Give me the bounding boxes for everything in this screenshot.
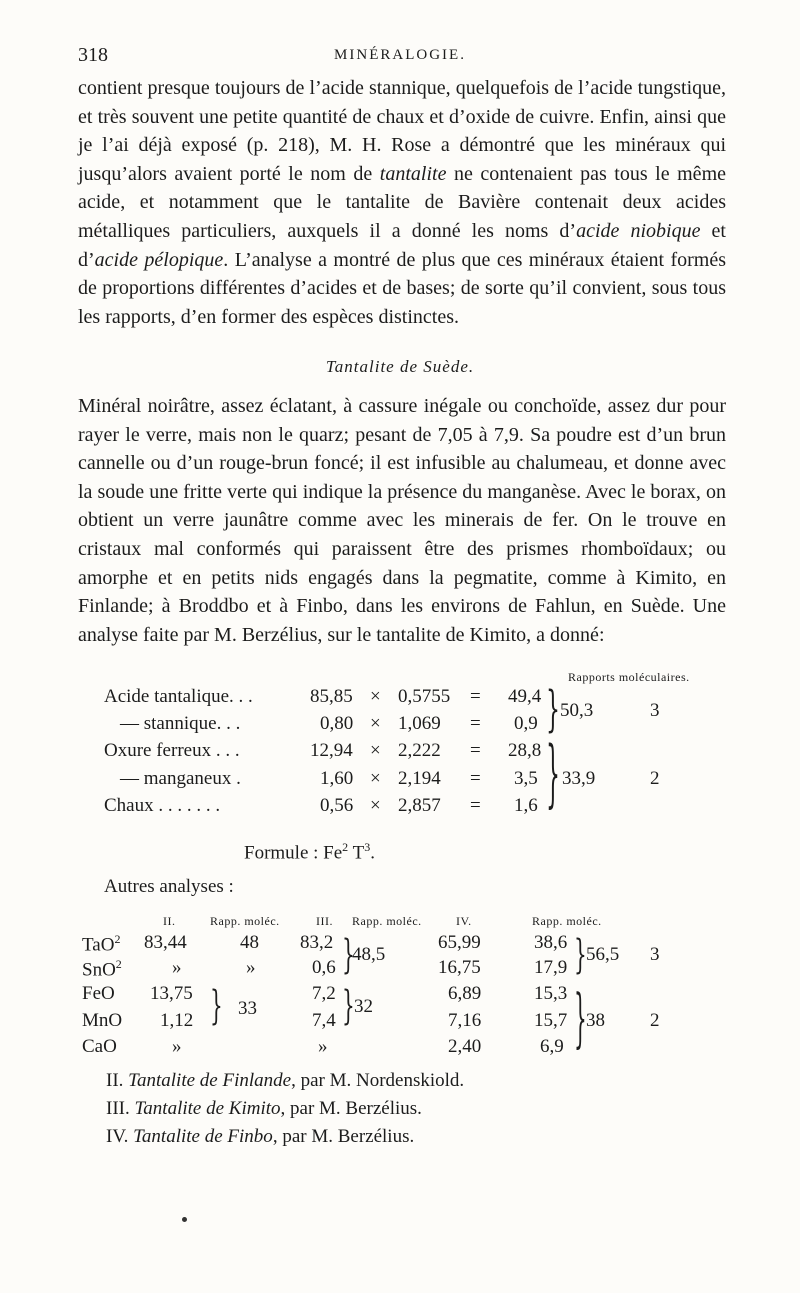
t2-row3-rapp-iv: 15,3 [534, 983, 568, 1004]
t2-row2-rapp-iv: 17,9 [534, 957, 568, 978]
t2-row5-sym: CaO [82, 1036, 117, 1057]
formula-label: Formule : [244, 842, 319, 864]
formula-base-exp: 2 [342, 840, 349, 854]
intro-term-tantalite: tantalite [379, 162, 447, 185]
t2-row5-rapp-iv: 6,9 [540, 1036, 564, 1057]
t2-iv-acid-sum: 56,5 [586, 944, 620, 965]
legend-iv [106, 1126, 414, 1148]
legend-iv-name: Tantalite de Finbo [133, 1126, 273, 1147]
t1-row1-times: × [370, 686, 381, 707]
t2-iv-base-sum: 38 [586, 1010, 605, 1031]
t2-row5-iii: » [318, 1036, 328, 1057]
section-title: Tantalite de Suède. [325, 357, 475, 376]
t2-header-ii: II. [163, 914, 176, 928]
intro-paragraph [78, 74, 726, 331]
legend-iv-num: IV. [106, 1126, 129, 1147]
formula-base: Fe [323, 842, 343, 864]
t1-base-sum: 33,9 [562, 768, 596, 789]
legend-iii-author: , par M. Berzélius. [280, 1098, 422, 1119]
t2-row1-exp: 2 [114, 932, 121, 946]
intro-term-niobique: acide niobique [576, 219, 701, 242]
t1-row4-eq: = [470, 768, 481, 789]
t2-row3-iv: 6,89 [448, 983, 482, 1004]
legend-ii [106, 1070, 464, 1092]
t2-ii-base-sum: 33 [238, 998, 257, 1019]
t1-row3-name: Oxure ferreux . . . [104, 740, 240, 761]
t1-row5-times: × [370, 795, 381, 816]
running-title: MINÉRALOGIE. [334, 47, 466, 63]
description-paragraph: Minéral noirâtre, assez éclatant, à cassure inégale ou conchoïde, assez dur pour rayer le verre, mais non le quarz; pesant de 7,05 à 7,9. Sa poudre est d’un brun cannelle ou d’un rouge-brun foncé; il est infusible au chalumeau, et donne avec la soude une fritte verte qui indique la présence du manganèse. Avec le borax, on obtient un verre jaunâtre comme avec les minerais de fer. On le trouve en cristaux mal conformés qui paraissent être des prismes rhomboïdaux; ou amorphe et en petits nids engagés dans la pegmatite, comme à Kimito, en Finlande; à Broddbo et à Finbo, dans les environs de Fahlun, en Suède. Une analyse faite par M. Berzélius, sur le tantalite de Kimito, a donné: [78, 395, 726, 646]
t2-row2-iv: 16,75 [438, 957, 481, 978]
t1-row3-times: × [370, 740, 381, 761]
t2-row4-iv: 7,16 [448, 1010, 482, 1031]
t1-acid-brace: } [546, 683, 560, 739]
t2-row4-rapp-iv: 15,7 [534, 1010, 568, 1031]
t2-row4-ii: 1,12 [160, 1010, 194, 1031]
t1-row2-times: × [370, 713, 381, 734]
intro-term-pelopique: acide pélopique [94, 248, 224, 271]
legend-iii [106, 1098, 422, 1120]
t2-row4-iii: 7,4 [312, 1010, 336, 1031]
intro-text-2: ne contenaient pas tous le même acide, et notamment que le tantalite de Bavière contenait deux acides métalliques particuliers, auxquels il a donné les noms d’ [78, 162, 726, 242]
t2-row2-sym [82, 957, 122, 981]
t1-row1-value: 85,85 [310, 686, 353, 707]
t1-row3-eq: = [470, 740, 481, 761]
t2-row1-iii: 83,2 [300, 932, 334, 953]
formula: Formule : Fe$^2$ $T^3$. [244, 840, 375, 864]
t1-row3-value: 12,94 [310, 740, 353, 761]
t2-row2-sym-text: SnO [82, 959, 116, 981]
t2-iii-acid-sum: 48,5 [352, 944, 386, 965]
t1-row5-result: 1,6 [514, 795, 538, 816]
t1-row2-name: — stannique. . . [120, 713, 241, 734]
t1-row5-name: Chaux . . . . . . . [104, 795, 221, 816]
formula-acid-exp: 3 [364, 840, 371, 854]
t1-acid-sum: 50,3 [560, 700, 594, 721]
t2-row2-rapp-ii: » [246, 957, 256, 978]
t2-row1-sym-text: TaO [82, 934, 115, 956]
t2-row1-iv: 65,99 [438, 932, 481, 953]
t1-row1-factor: 0,5755 [398, 686, 451, 707]
t1-row1-result: 49,4 [508, 686, 542, 707]
t2-row1-sym [82, 932, 120, 956]
t1-row4-times: × [370, 768, 381, 789]
t2-row3-ii: 13,75 [150, 983, 193, 1004]
t1-row3-factor: 2,222 [398, 740, 441, 761]
t2-ii-base-brace: } [210, 981, 223, 1029]
legend-ii-author: , par M. Nordenskiold. [291, 1070, 465, 1091]
t1-base-brace: } [546, 735, 560, 818]
t1-row1-name: Acide tantalique. . . [104, 686, 253, 707]
t2-row5-ii: » [172, 1036, 182, 1057]
t2-iii-base-brace: } [342, 981, 355, 1029]
t2-iv-base-brace: } [574, 978, 587, 1056]
t2-header-iii: III. [316, 914, 333, 928]
t2-iv-acid-brace: } [574, 930, 587, 978]
t1-row4-factor: 2,194 [398, 768, 441, 789]
t2-row3-iii: 7,2 [312, 983, 336, 1004]
t1-row2-factor: 1,069 [398, 713, 441, 734]
page-number: 318 [78, 44, 108, 66]
t2-row2-iii: 0,6 [312, 957, 336, 978]
t2-row1-ii: 83,44 [144, 932, 187, 953]
t1-row1-eq: = [470, 686, 481, 707]
t2-header-rapp-iii: Rapp. moléc. [352, 914, 422, 928]
intro-text-3: et d’ [78, 219, 726, 271]
t2-iii-base-sum: 32 [354, 996, 373, 1017]
t1-row2-value: 0,80 [320, 713, 354, 734]
t2-row1-rapp-ii: 48 [240, 932, 259, 953]
t2-iii-acid-brace: } [342, 930, 355, 978]
legend-iii-name: Tantalite de Kimito [134, 1098, 281, 1119]
t1-row5-eq: = [470, 795, 481, 816]
t1-row4-name: — manganeux . [120, 768, 241, 789]
t1-row3-result: 28,8 [508, 740, 542, 761]
intro-text-4: . L’analyse a montré de plus que ces minéraux étaient formés de proportions différentes d’acides et de bases; de sorte qu’il convient, sous tous les rapports, d’en former des espèces distinctes. [78, 248, 726, 328]
t2-row1-rapp-iv: 38,6 [534, 932, 568, 953]
ink-speck [182, 1217, 187, 1222]
t2-header-rapp-iv: Rapp. moléc. [532, 914, 602, 928]
t1-base-ratio: 2 [650, 768, 660, 789]
page-header [78, 44, 722, 70]
t1-row2-result: 0,9 [514, 713, 538, 734]
table1-header: Rapports moléculaires. [568, 670, 690, 684]
intro-text-1: contient presque toujours de l’acide stannique, quelquefois de l’acide tungstique, et très souvent une petite quantité de chaux et d’oxide de cuivre. Enfin, ainsi que je l’ai déjà exposé (p. 218), M. H. Rose a démontré que les minéraux qui jusqu’alors avaient porté le nom de [78, 77, 726, 185]
t2-header-iv: IV. [456, 914, 472, 928]
t1-row4-result: 3,5 [514, 768, 538, 789]
other-analyses-label: Autres analyses : [104, 876, 234, 897]
t2-row2-ii: » [172, 957, 182, 978]
t2-iv-acid-ratio: 3 [650, 944, 660, 965]
formula-acid: T [352, 842, 365, 864]
t2-row4-sym: MnO [82, 1010, 123, 1031]
t2-header-rapp-ii: Rapp. moléc. [210, 914, 280, 928]
t2-iv-base-ratio: 2 [650, 1010, 660, 1031]
t1-row5-factor: 2,857 [398, 795, 441, 816]
legend-ii-num: II. [106, 1070, 124, 1091]
legend-iv-author: , par M. Berzélius. [272, 1126, 415, 1147]
legend-iii-num: III. [106, 1098, 130, 1119]
t2-row5-iv: 2,40 [448, 1036, 482, 1057]
t1-row2-eq: = [470, 713, 481, 734]
t2-row2-exp: 2 [115, 957, 122, 971]
t2-row3-sym: FeO [82, 983, 115, 1004]
t1-row5-value: 0,56 [320, 795, 354, 816]
legend-ii-name: Tantalite de Finlande [128, 1070, 292, 1091]
t1-acid-ratio: 3 [650, 700, 660, 721]
t1-row4-value: 1,60 [320, 768, 354, 789]
